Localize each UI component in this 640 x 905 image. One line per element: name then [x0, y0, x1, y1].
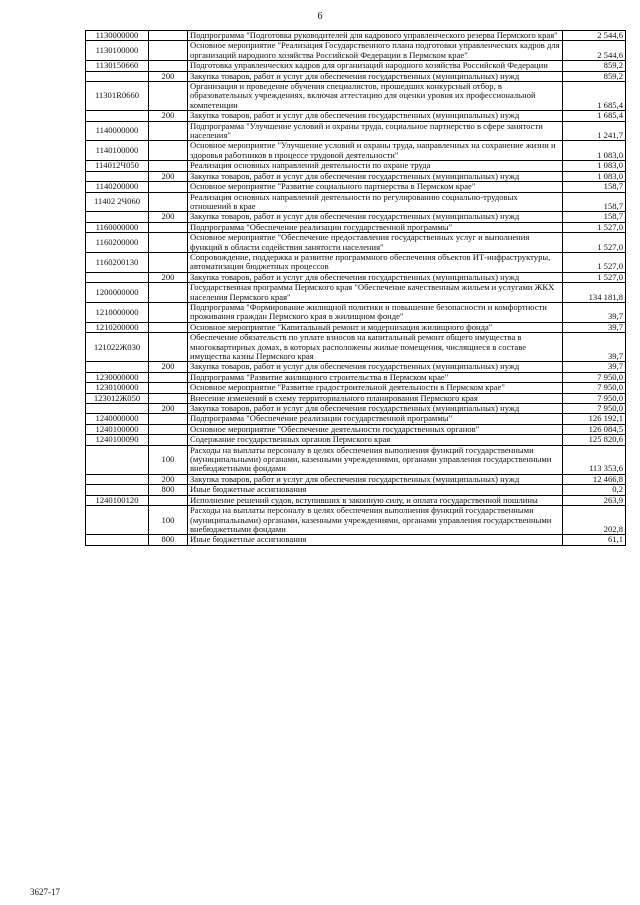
- row-name: Реализация основных направлений деятельности по регулированию социально-трудовых отношений в крае: [188, 192, 563, 212]
- row-expense-type: 200: [149, 171, 188, 181]
- row-name: Основное мероприятие "Реализация Государственного плана подготовки управленческих кадров для организаций народного хозяйства Российской Федерации в Пермском крае": [188, 41, 563, 61]
- row-name: Подпрограмма "Улучшение условий и охраны труда, социальное партнерство в сфере занятости населения": [188, 121, 563, 141]
- row-expense-type: 200: [149, 71, 188, 81]
- row-expense-type: 800: [149, 485, 188, 495]
- row-sum: 7 950,0: [563, 383, 626, 393]
- row-name: Внесение изменений в схему территориального планирования Пермского края: [188, 393, 563, 403]
- row-name: Расходы на выплаты персоналу в целях обеспечения выполнения функций государственными (муниципальными) органами, казенными учреждениями, органами управления государственными внебюджетными фондами: [188, 445, 563, 474]
- table-row: [86, 141, 626, 161]
- document-code: 3627-17: [30, 887, 60, 897]
- row-name: Иные бюджетные ассигнования: [188, 535, 563, 545]
- row-name: Закупка товаров, работ и услуг для обеспечения государственных (муниципальных) нужд: [188, 362, 563, 372]
- row-name: Организация и проведение обучения специалистов, прошедших конкурсный отбор, в образовательных учреждениях, включая аттестацию для оценки уровня их профессиональной компетенции: [188, 82, 563, 111]
- row-name: Реализация основных направлений деятельности по охране труда: [188, 161, 563, 171]
- row-name: Закупка товаров, работ и услуг для обеспечения государственных (муниципальных) нужд: [188, 71, 563, 81]
- row-sum: 126 192,1: [563, 414, 626, 424]
- row-sum: 1 685,4: [563, 111, 626, 121]
- table-row: [86, 372, 626, 382]
- row-sum: 1 685,4: [563, 82, 626, 111]
- row-sum: 158,7: [563, 212, 626, 222]
- row-code: 1130100000: [86, 41, 149, 61]
- row-expense-type: [149, 372, 188, 382]
- row-code: 11301R0660: [86, 82, 149, 111]
- row-name: Закупка товаров, работ и услуг для обеспечения государственных (муниципальных) нужд: [188, 212, 563, 222]
- table-row: [86, 383, 626, 393]
- row-name: Закупка товаров, работ и услуг для обеспечения государственных (муниципальных) нужд: [188, 474, 563, 484]
- row-code: [86, 71, 149, 81]
- row-expense-type: 200: [149, 111, 188, 121]
- row-code: 1230000000: [86, 372, 149, 382]
- row-name: Закупка товаров, работ и услуг для обеспечения государственных (муниципальных) нужд: [188, 111, 563, 121]
- table-row: [86, 233, 626, 253]
- row-expense-type: [149, 161, 188, 171]
- row-expense-type: [149, 222, 188, 232]
- row-sum: 7 950,0: [563, 393, 626, 403]
- row-name: Подготовка управленческих кадров для организаций народного хозяйства Российской Федерации: [188, 61, 563, 71]
- row-sum: 1 527,0: [563, 272, 626, 282]
- row-expense-type: [149, 414, 188, 424]
- row-code: [86, 404, 149, 414]
- table-row: [86, 302, 626, 322]
- table-row: [86, 111, 626, 121]
- row-sum: 0,2: [563, 485, 626, 495]
- row-sum: 39,7: [563, 322, 626, 332]
- row-sum: 39,7: [563, 302, 626, 322]
- row-code: [86, 535, 149, 545]
- table-row: [86, 445, 626, 474]
- row-name: Расходы на выплаты персоналу в целях обеспечения выполнения функций государственными (муниципальными) органами, казенными учреждениями, органами управления государственными внебюджетными фондами: [188, 506, 563, 535]
- row-sum: 1 527,0: [563, 252, 626, 272]
- row-code: [86, 445, 149, 474]
- row-code: 1130000000: [86, 31, 149, 41]
- row-expense-type: [149, 283, 188, 303]
- row-code: 1240100090: [86, 435, 149, 445]
- row-sum: 158,7: [563, 182, 626, 192]
- row-name: Закупка товаров, работ и услуг для обеспечения государственных (муниципальных) нужд: [188, 404, 563, 414]
- row-name: Подпрограмма "Подготовка руководителей для кадрового управленческого резерва Пермского края": [188, 31, 563, 41]
- row-sum: 61,1: [563, 535, 626, 545]
- row-expense-type: [149, 121, 188, 141]
- row-expense-type: [149, 61, 188, 71]
- row-name: Обеспечение обязательств по уплате взносов на капитальный ремонт общего имущества в многоквартирных домах, в которых расположены жилые помещения, числящиеся в составе имущества казны Пермского края: [188, 333, 563, 362]
- row-name: Основное мероприятие "Улучшение условий и охраны труда, направленных на сохранение жизни и здоровья работников в процессе трудовой деятельности": [188, 141, 563, 161]
- table-row: [86, 322, 626, 332]
- row-name: Закупка товаров, работ и услуг для обеспечения государственных (муниципальных) нужд: [188, 171, 563, 181]
- table-row: [86, 414, 626, 424]
- page-number: 6: [317, 11, 323, 22]
- row-code: [86, 362, 149, 372]
- row-expense-type: [149, 82, 188, 111]
- table-row: [86, 61, 626, 71]
- table-row: [86, 404, 626, 414]
- row-expense-type: 100: [149, 445, 188, 474]
- row-code: 1210000000: [86, 302, 149, 322]
- row-code: 1240100000: [86, 424, 149, 434]
- row-name: Подпрограмма "Развитие жилищного строительства в Пермском крае": [188, 372, 563, 382]
- row-expense-type: [149, 252, 188, 272]
- row-code: 1200000000: [86, 283, 149, 303]
- row-expense-type: [149, 333, 188, 362]
- table-row: [86, 474, 626, 484]
- row-code: [86, 485, 149, 495]
- table-row: [86, 362, 626, 372]
- row-code: 1240100120: [86, 495, 149, 505]
- row-name: Основное мероприятие "Развитие социального партнерства в Пермском крае": [188, 182, 563, 192]
- row-sum: 1 083,0: [563, 171, 626, 181]
- table-row: [86, 161, 626, 171]
- table-row: [86, 182, 626, 192]
- row-expense-type: [149, 182, 188, 192]
- row-sum: 158,7: [563, 192, 626, 212]
- row-code: [86, 212, 149, 222]
- table-row: [86, 222, 626, 232]
- row-name: Основное мероприятие "Капитальный ремонт и модернизация жилищного фонда": [188, 322, 563, 332]
- row-code: 1160000000: [86, 222, 149, 232]
- row-sum: 263,9: [563, 495, 626, 505]
- table-row: [86, 171, 626, 181]
- row-sum: 126 084,5: [563, 424, 626, 434]
- row-sum: 1 241,7: [563, 121, 626, 141]
- row-sum: 1 527,0: [563, 233, 626, 253]
- row-code: 1160200130: [86, 252, 149, 272]
- row-sum: 12 466,8: [563, 474, 626, 484]
- table-row: [86, 333, 626, 362]
- row-code: 1230100000: [86, 383, 149, 393]
- budget-table: [85, 30, 626, 546]
- row-sum: 125 820,6: [563, 435, 626, 445]
- table-row: [86, 82, 626, 111]
- row-sum: 1 527,0: [563, 222, 626, 232]
- table-row: [86, 485, 626, 495]
- row-name: Иные бюджетные ассигнования: [188, 485, 563, 495]
- table-row: [86, 71, 626, 81]
- row-name: Исполнение решений судов, вступивших в законную силу, и оплата государственной пошлины: [188, 495, 563, 505]
- table-row: [86, 424, 626, 434]
- row-name: Сопровождение, поддержка и развитие программного обеспечения объектов ИТ-инфраструктуры, автоматизации бюджетных процессов: [188, 252, 563, 272]
- row-sum: 859,2: [563, 61, 626, 71]
- row-expense-type: 800: [149, 535, 188, 545]
- row-sum: 39,7: [563, 362, 626, 372]
- row-name: Основное мероприятие "Обеспечение деятельности государственных органов": [188, 424, 563, 434]
- row-code: [86, 171, 149, 181]
- row-code: [86, 111, 149, 121]
- row-expense-type: 200: [149, 404, 188, 414]
- row-expense-type: [149, 141, 188, 161]
- row-sum: 39,7: [563, 333, 626, 362]
- row-expense-type: [149, 192, 188, 212]
- row-name: Подпрограмма "Обеспечение реализации государственной программы": [188, 414, 563, 424]
- table-row: [86, 283, 626, 303]
- row-expense-type: 200: [149, 362, 188, 372]
- row-code: 11402 2Ч060: [86, 192, 149, 212]
- row-code: 1140200000: [86, 182, 149, 192]
- row-sum: 134 181,8: [563, 283, 626, 303]
- row-expense-type: [149, 435, 188, 445]
- row-expense-type: 200: [149, 212, 188, 222]
- row-code: 1240000000: [86, 414, 149, 424]
- row-code: 121022Ж030: [86, 333, 149, 362]
- row-code: 114012Ч050: [86, 161, 149, 171]
- row-code: [86, 506, 149, 535]
- row-expense-type: [149, 31, 188, 41]
- row-code: 123012Ж050: [86, 393, 149, 403]
- row-expense-type: [149, 302, 188, 322]
- row-sum: 7 950,0: [563, 372, 626, 382]
- row-name: Подпрограмма "Формирование жилищной политики и повышение безопасности и комфортности проживания граждан Пермского края в жилищном фонде": [188, 302, 563, 322]
- table-row: [86, 393, 626, 403]
- row-sum: 1 083,0: [563, 161, 626, 171]
- row-expense-type: 200: [149, 272, 188, 282]
- row-expense-type: [149, 383, 188, 393]
- table-row: [86, 31, 626, 41]
- row-expense-type: [149, 41, 188, 61]
- row-expense-type: [149, 322, 188, 332]
- row-sum: 202,8: [563, 506, 626, 535]
- budget-table-body: [86, 31, 626, 546]
- table-row: [86, 535, 626, 545]
- row-expense-type: [149, 424, 188, 434]
- table-row: [86, 435, 626, 445]
- row-code: [86, 474, 149, 484]
- row-sum: 2 544,6: [563, 41, 626, 61]
- row-expense-type: 200: [149, 474, 188, 484]
- row-expense-type: 100: [149, 506, 188, 535]
- row-sum: 113 353,6: [563, 445, 626, 474]
- table-row: [86, 41, 626, 61]
- row-name: Государственная программа Пермского края "Обеспечение качественным жильем и услугами ЖКХ населения Пермского края": [188, 283, 563, 303]
- row-code: 1160200000: [86, 233, 149, 253]
- row-name: Подпрограмма "Обеспечение реализации государственной программы": [188, 222, 563, 232]
- table-row: [86, 495, 626, 505]
- table-row: [86, 506, 626, 535]
- row-expense-type: [149, 393, 188, 403]
- row-name: Закупка товаров, работ и услуг для обеспечения государственных (муниципальных) нужд: [188, 272, 563, 282]
- row-code: 1140100000: [86, 141, 149, 161]
- row-sum: 859,2: [563, 71, 626, 81]
- row-code: 1130150660: [86, 61, 149, 71]
- row-sum: 7 950,0: [563, 404, 626, 414]
- table-row: [86, 252, 626, 272]
- row-expense-type: [149, 233, 188, 253]
- table-row: [86, 192, 626, 212]
- row-code: 1210200000: [86, 322, 149, 332]
- row-sum: 2 544,6: [563, 31, 626, 41]
- row-code: 1140000000: [86, 121, 149, 141]
- table-row: [86, 121, 626, 141]
- table-row: [86, 272, 626, 282]
- row-code: [86, 272, 149, 282]
- row-name: Основное мероприятие "Развитие градостроительной деятельности в Пермском крае": [188, 383, 563, 393]
- row-sum: 1 083,0: [563, 141, 626, 161]
- row-expense-type: [149, 495, 188, 505]
- table-row: [86, 212, 626, 222]
- row-name: Содержание государственных органов Пермского края: [188, 435, 563, 445]
- row-name: Основное мероприятие "Обеспечение предоставления государственных услуг и выполнения функций в области содействия занятости населения": [188, 233, 563, 253]
